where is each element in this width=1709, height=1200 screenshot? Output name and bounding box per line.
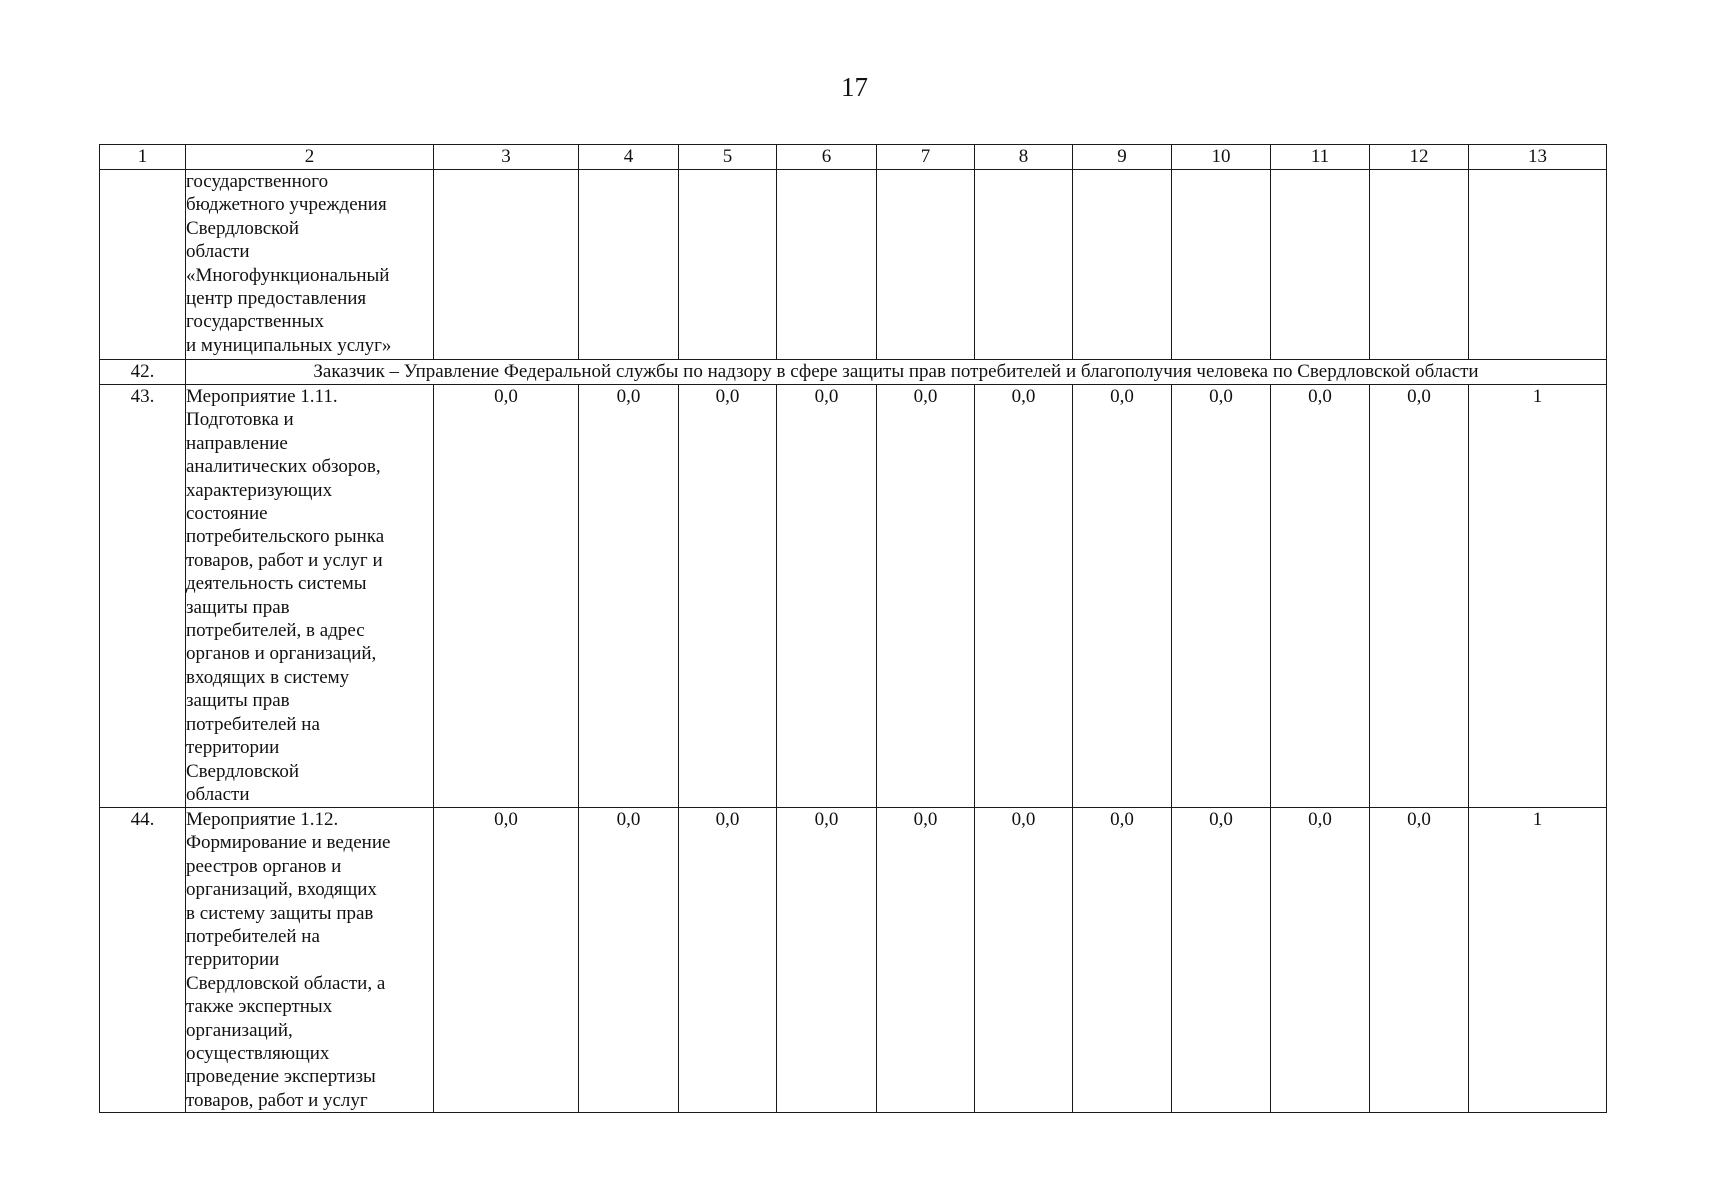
empty-cell (777, 170, 877, 360)
activity-name-line: проведение экспертизы (186, 1066, 376, 1088)
activity-name-line: реестров органов и (186, 855, 342, 877)
empty-cell (1073, 170, 1172, 360)
activity-name-line: Мероприятие 1.12. (186, 809, 339, 830)
table-row (100, 808, 1607, 1113)
value-cell: 0,0 (777, 808, 877, 1113)
empty-cell (1370, 170, 1469, 360)
value-cell: 0,0 (1172, 808, 1271, 1113)
activity-name-line: области (186, 241, 250, 263)
empty-cell (434, 170, 579, 360)
activity-name-line: и муниципальных услуг» (186, 334, 392, 356)
activity-name-cell (186, 385, 434, 808)
target-indicator-cell: 1 (1469, 385, 1607, 808)
empty-cell (579, 170, 679, 360)
value-cell: 0,0 (679, 385, 777, 808)
activity-name-line: органов и организаций, (186, 643, 377, 665)
value-cell: 0,0 (1370, 385, 1469, 808)
empty-cell (877, 170, 975, 360)
value-cell: 0,0 (434, 385, 579, 808)
value-cell: 0,0 (777, 385, 877, 808)
activity-name-cell (186, 808, 434, 1113)
empty-cell (1271, 170, 1370, 360)
value-cell: 0,0 (877, 808, 975, 1113)
page-number: 17 (841, 72, 868, 102)
column-header: 13 (1469, 145, 1607, 170)
activity-name-line: организаций, (186, 1019, 293, 1041)
activity-name-line: в систему защиты прав (186, 902, 374, 924)
value-cell: 0,0 (975, 385, 1073, 808)
value-cell: 0,0 (975, 808, 1073, 1113)
activity-name-line: направление (186, 432, 288, 454)
row-number-cell: 43. (100, 385, 186, 808)
value-cell: 0,0 (1271, 808, 1370, 1113)
activity-name-line: Свердловской (186, 760, 300, 782)
row-number-cell: 42. (100, 360, 186, 385)
activity-name-line: состояние (186, 503, 268, 525)
activity-name-line: Мероприятие 1.11. (186, 386, 338, 407)
activity-name-line: потребителей на (186, 713, 320, 735)
activity-name-line: потребителей, в адрес (186, 620, 365, 642)
column-header: 3 (434, 145, 579, 170)
activity-name-line: центр предоставления (186, 288, 367, 310)
section-row (100, 360, 1607, 385)
activity-name-line: Формирование и ведение (186, 832, 391, 854)
column-header: 12 (1370, 145, 1469, 170)
activity-name-line: области (186, 783, 250, 805)
value-cell: 0,0 (1370, 808, 1469, 1113)
column-header: 10 (1172, 145, 1271, 170)
activity-name-line: организаций, входящих (186, 879, 377, 901)
value-cell: 0,0 (877, 385, 975, 808)
activity-name-line: защиты прав (186, 596, 290, 618)
row-number-cell (100, 170, 186, 360)
value-cell: 0,0 (579, 808, 679, 1113)
activity-name-line: характеризующих (186, 479, 333, 501)
activity-name-line: осуществляющих (186, 1043, 330, 1065)
column-header: 4 (579, 145, 679, 170)
activity-name-line: Подготовка и (186, 409, 294, 431)
column-header: 5 (679, 145, 777, 170)
column-header: 7 (877, 145, 975, 170)
activity-name-line: потребительского рынка (186, 526, 385, 548)
activity-name-line: Свердловской (186, 217, 300, 239)
program-activities-table (99, 144, 1607, 1113)
empty-cell (1172, 170, 1271, 360)
column-header: 8 (975, 145, 1073, 170)
activity-name-line: товаров, работ и услуг и (186, 549, 383, 571)
section-title-cell: Заказчик – Управление Федеральной службы по надзору в сфере защиты прав потребителей и благополучия человека по Свердловской области (186, 360, 1607, 385)
activity-name-line: Свердловской области, а (186, 972, 386, 994)
activity-name-line: деятельность системы (186, 573, 367, 595)
activity-name-line: государственных (186, 311, 325, 333)
empty-cell (975, 170, 1073, 360)
target-indicator-cell: 1 (1469, 808, 1607, 1113)
activity-name-line: территории (186, 949, 280, 971)
column-header: 11 (1271, 145, 1370, 170)
empty-cell (679, 170, 777, 360)
value-cell: 0,0 (1271, 385, 1370, 808)
value-cell: 0,0 (679, 808, 777, 1113)
activity-name-line: «Многофункциональный (186, 264, 390, 286)
column-number-row (100, 145, 1607, 170)
empty-cell (1469, 170, 1607, 360)
column-header: 6 (777, 145, 877, 170)
activity-name-line: бюджетного учреждения (186, 194, 387, 216)
row-number-cell: 44. (100, 808, 186, 1113)
table-row-continued (100, 170, 1607, 360)
column-header: 9 (1073, 145, 1172, 170)
activity-name-line: потребителей на (186, 926, 320, 948)
activity-name-cell (186, 170, 434, 360)
value-cell: 0,0 (579, 385, 679, 808)
activity-name-line: территории (186, 737, 280, 759)
value-cell: 0,0 (1172, 385, 1271, 808)
activity-name-line: защиты прав (186, 690, 290, 712)
activity-name-line: государственного (186, 171, 329, 192)
activity-name-line: также экспертных (186, 996, 333, 1018)
activity-name-line: аналитических обзоров, (186, 456, 381, 478)
column-header: 2 (186, 145, 434, 170)
activity-name-line: входящих в систему (186, 666, 350, 688)
value-cell: 0,0 (1073, 385, 1172, 808)
value-cell: 0,0 (1073, 808, 1172, 1113)
activity-name-line: товаров, работ и услуг (186, 1089, 368, 1111)
table-row (100, 385, 1607, 808)
value-cell: 0,0 (434, 808, 579, 1113)
column-header: 1 (100, 145, 186, 170)
